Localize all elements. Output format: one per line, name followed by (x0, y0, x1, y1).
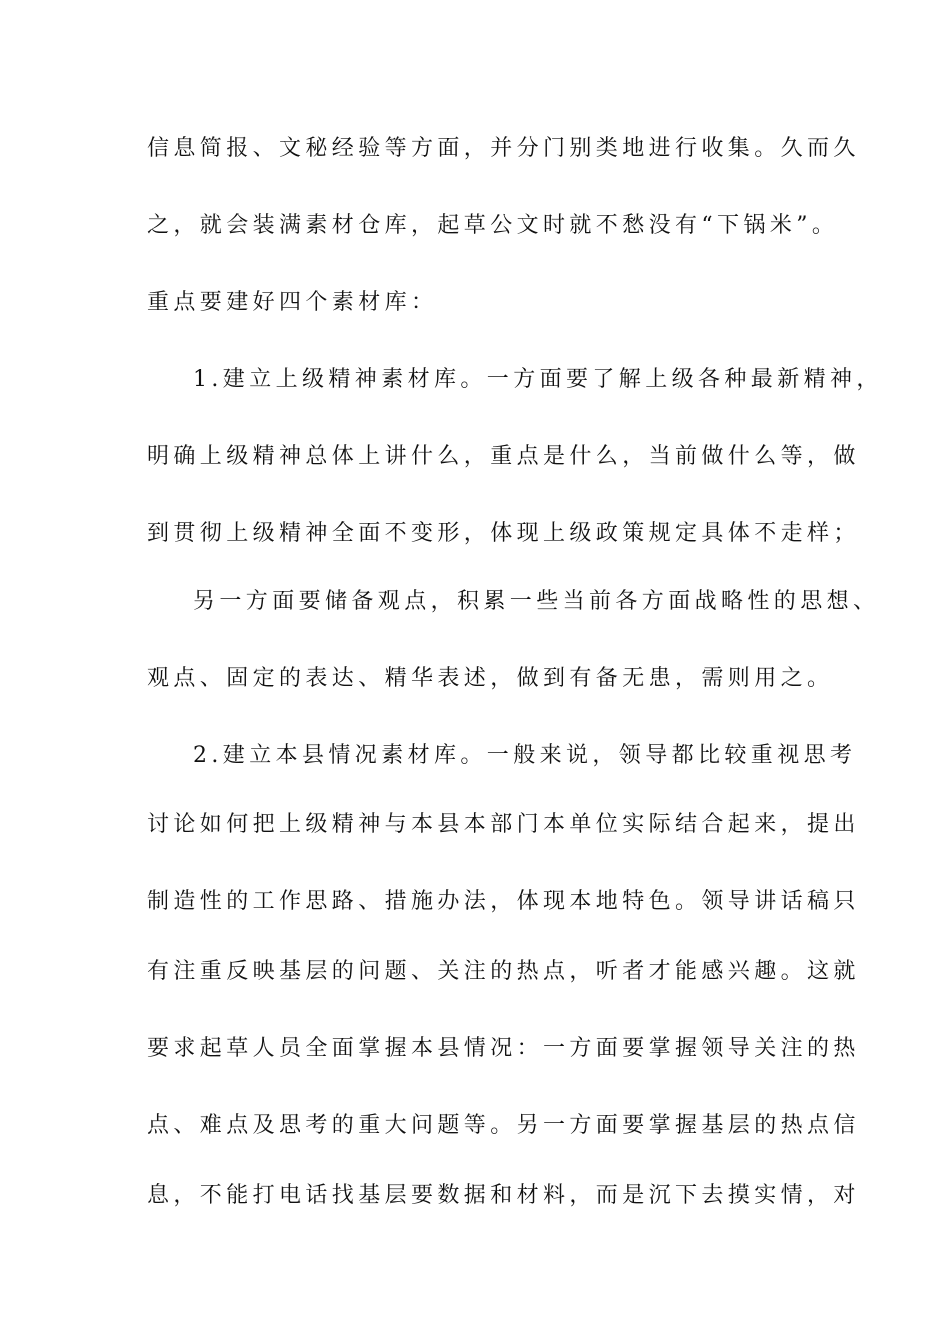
text-line-3: 重点要建好四个素材库： (147, 290, 438, 315)
text-line-9: 2.建立本县情况素材库。一般来说，领导都比较重视思考 (193, 743, 857, 768)
text-line-2: 之，就会装满素材仓库，起草公文时就不愁没有“下锅米”。 (147, 213, 839, 238)
text-line-7: 另一方面要储备观点，积累一些当前各方面战略性的思想、 (193, 589, 880, 614)
text-line-13: 要求起草人员全面掌握本县情况：一方面要掌握领导关注的热 (147, 1036, 860, 1061)
text-line-8: 观点、固定的表达、精华表述，做到有备无患，需则用之。 (147, 666, 834, 691)
text-line-14: 点、难点及思考的重大问题等。另一方面要掌握基层的热点信 (147, 1113, 860, 1138)
text-line-5: 明确上级精神总体上讲什么，重点是什么，当前做什么等，做 (147, 444, 860, 469)
text-line-12: 有注重反映基层的问题、关注的热点，听者才能感兴趣。这就 (147, 959, 860, 984)
text-line-6: 到贯彻上级精神全面不变形，体现上级政策规定具体不走样； (147, 521, 860, 546)
text-line-15: 息，不能打电话找基层要数据和材料，而是沉下去摸实情，对 (147, 1183, 860, 1208)
text-line-11: 制造性的工作思路、措施办法，体现本地特色。领导讲话稿只 (147, 889, 860, 914)
text-line-1: 信息简报、文秘经验等方面，并分门别类地进行收集。久而久 (147, 136, 860, 161)
text-line-4: 1.建立上级精神素材库。一方面要了解上级各种最新精神， (193, 367, 883, 392)
text-line-10: 讨论如何把上级精神与本县本部门本单位实际结合起来，提出 (147, 812, 860, 837)
